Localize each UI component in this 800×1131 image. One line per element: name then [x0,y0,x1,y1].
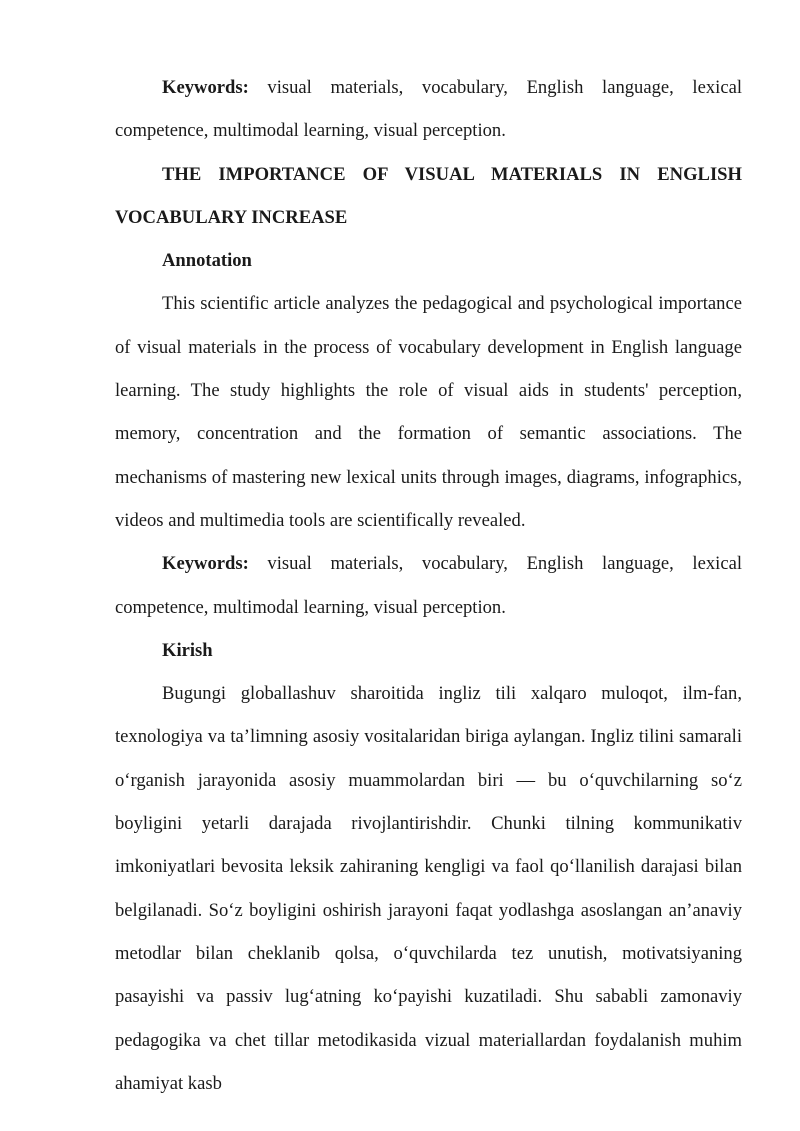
annotation-text: This scientific article analyzes the pedagogical and psychological importance of visual materials in the process of vocabulary development in English language learning. The study highlights the role of visual aids in students' perception, memory, concentration and the formation of semantic associations. The mechanisms of mastering new lexical units through images, diagrams, infographics, videos and multimedia tools are scientifically revealed. [115,293,742,531]
keywords-label-2: Keywords: [162,553,249,575]
article-title: THE IMPORTANCE OF VISUAL MATERIALS IN ENGLISH VOCABULARY INCREASE [115,163,742,228]
introduction-text: Bugungi globallashuv sharoitida ingliz tili xalqaro muloqot, ilm-fan, texnologiya va ta’limning asosiy vositalaridan biriga aylangan. Ingliz tilini samarali o‘rganish jarayonida asosiy muammolardan biri — bu o‘quvchilarning so‘z boyligini yetarli darajada rivojlantirishdir. Chunki tilning kommunikativ imkoniyatlari bevosita leksik zahiraning kengligi va faol qo‘llanilish darajasi bilan belgilanadi. So‘z boyligini oshirish jarayoni faqat yodlashga asoslangan an’anaviy metodlar bilan cheklanib qolsa, o‘quvchilarda tez unutish, motivatsiyaning pasayishi va passiv lug‘atning ko‘payishi kuzatiladi. Shu sababli zamonaviy pedagogika va chet tillar metodikasida vizual materiallardan foydalanish muhim ahamiyat kasb [115,683,742,1094]
keywords-label: Keywords: [162,77,249,98]
introduction-heading: Kirish [162,639,213,661]
keywords-paragraph [115,66,742,153]
document-body [115,66,742,1105]
keywords-text-2: visual materials, vocabulary, English language, lexical competence, multimodal learning, visual perception. [115,553,742,618]
keywords-text: visual materials, vocabulary, English language, lexical competence, multimodal learning, visual perception. [115,77,742,142]
keywords-paragraph-2 [115,542,742,629]
annotation-heading: Annotation [162,250,252,272]
